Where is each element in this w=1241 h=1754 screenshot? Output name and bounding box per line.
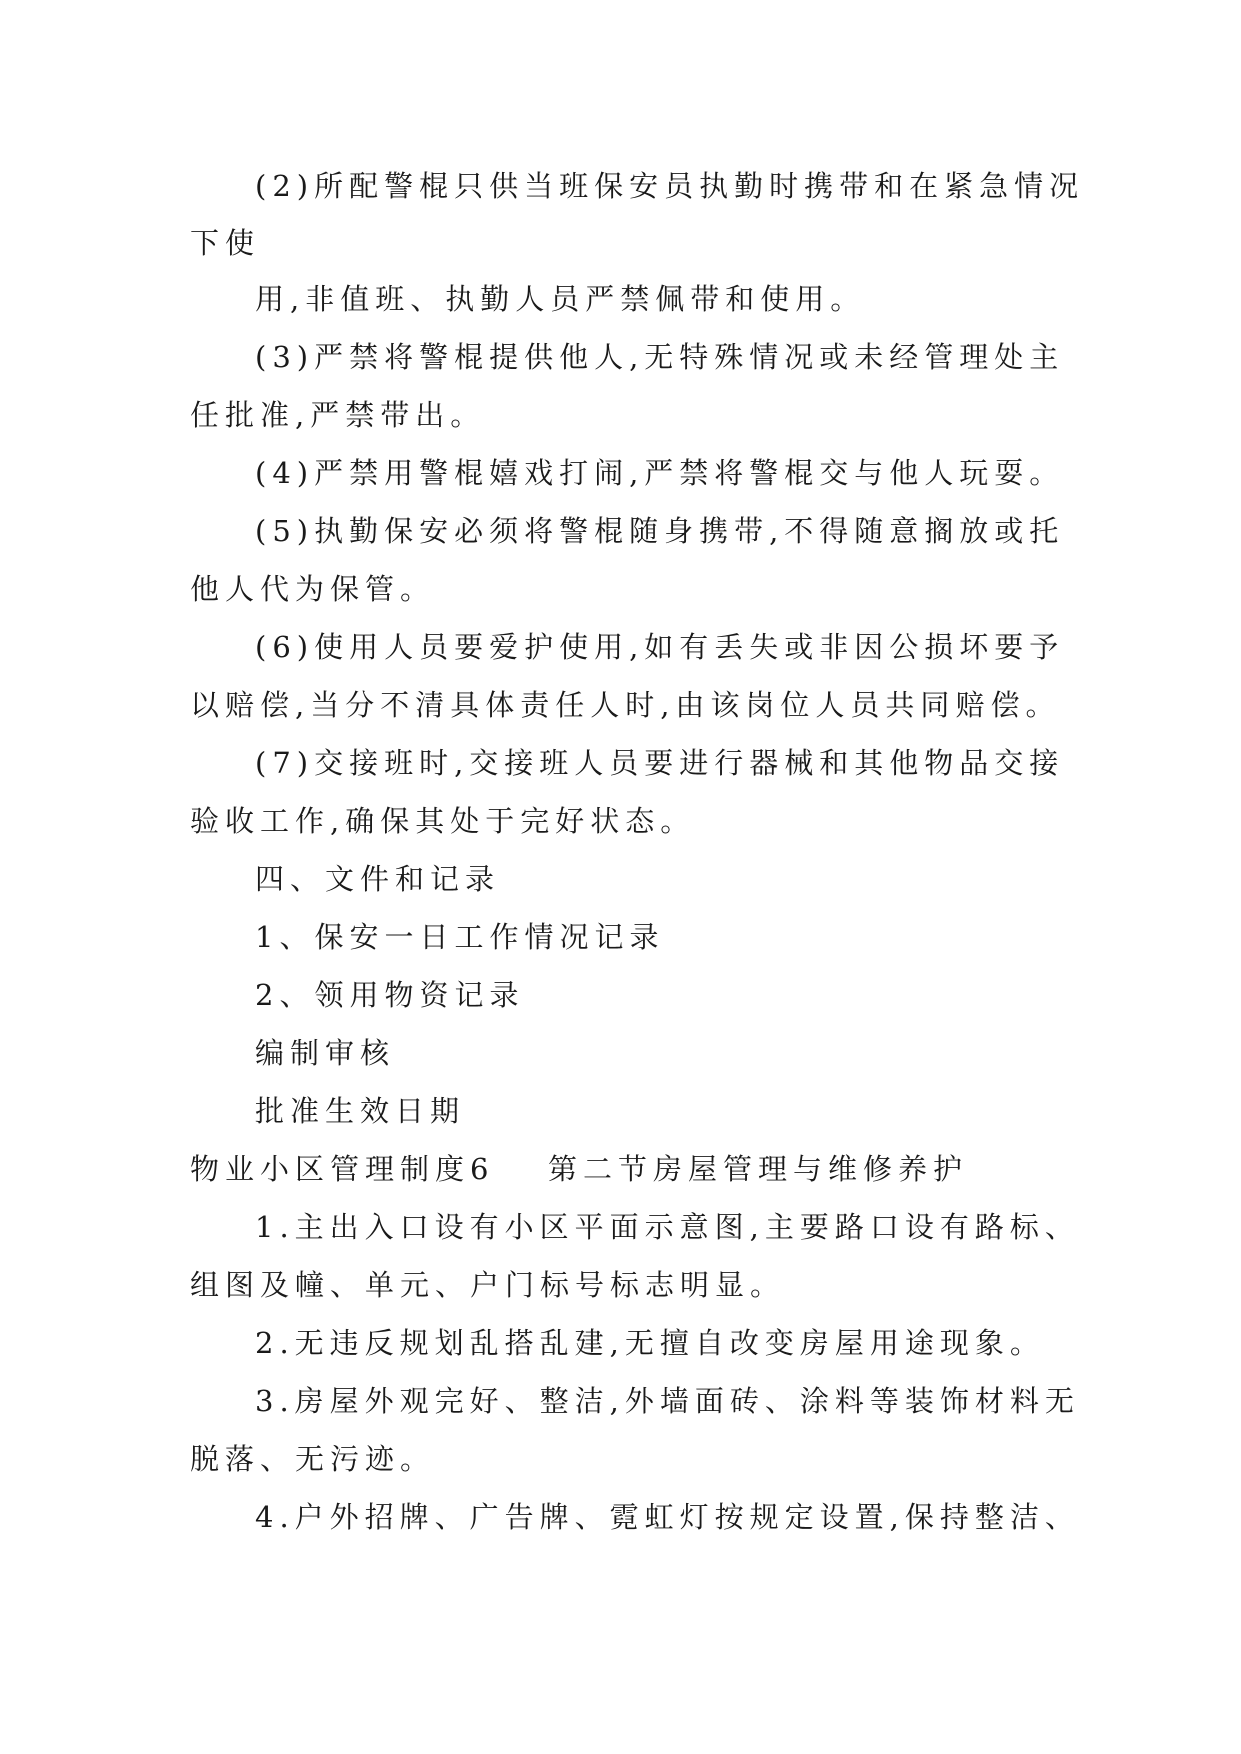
text-line bbox=[0, 1372, 1241, 1430]
text-line bbox=[0, 1256, 1241, 1314]
text-line bbox=[0, 1430, 1241, 1488]
text-line bbox=[0, 270, 1241, 328]
text-line bbox=[0, 676, 1241, 734]
text-line bbox=[0, 966, 1241, 1024]
section-heading bbox=[0, 1140, 1241, 1198]
text-line bbox=[0, 560, 1241, 618]
line-text: (6)使用人员要爱护使用,如有丢失或非因公损坏要予 bbox=[255, 630, 1065, 664]
line-text: 组图及幢、单元、户门标号标志明显。 bbox=[190, 1268, 786, 1302]
text-line bbox=[0, 734, 1241, 792]
line-text: 他人代为保管。 bbox=[190, 572, 436, 606]
text-line bbox=[0, 214, 1241, 272]
line-text-secondary: 第二节房屋管理与维修养护 bbox=[548, 1152, 969, 1186]
line-text: (7)交接班时,交接班人员要进行器械和其他物品交接 bbox=[255, 746, 1065, 780]
line-text: 批准生效日期 bbox=[255, 1094, 466, 1128]
line-text: (2)所配警棍只供当班保安员执勤时携带和在紧急情况 bbox=[255, 169, 1085, 203]
text-line bbox=[0, 792, 1241, 850]
line-text: 物业小区管理制度6 bbox=[190, 1152, 495, 1186]
text-line bbox=[0, 908, 1241, 966]
line-text: 以赔偿,当分不清具体责任人时,由该岗位人员共同赔偿。 bbox=[190, 688, 1061, 722]
line-text: (4)严禁用警棍嬉戏打闹,严禁将警棍交与他人玩耍。 bbox=[255, 456, 1065, 490]
line-text: 4.户外招牌、广告牌、霓虹灯按规定设置,保持整洁、 bbox=[255, 1500, 1080, 1534]
line-text: 下使 bbox=[190, 226, 261, 260]
text-line bbox=[0, 386, 1241, 444]
line-text: 任批准,严禁带出。 bbox=[190, 398, 486, 432]
text-line bbox=[0, 1198, 1241, 1256]
line-text: 2、领用物资记录 bbox=[255, 978, 525, 1012]
text-line bbox=[0, 444, 1241, 502]
line-text: (3)严禁将警棍提供他人,无特殊情况或未经管理处主 bbox=[255, 340, 1065, 374]
line-text: 脱落、无污迹。 bbox=[190, 1442, 436, 1476]
section-heading bbox=[0, 850, 1241, 908]
line-text: 1、保安一日工作情况记录 bbox=[255, 920, 665, 954]
line-text: 验收工作,确保其处于完好状态。 bbox=[190, 804, 696, 838]
text-line bbox=[0, 1024, 1241, 1082]
text-line bbox=[0, 1488, 1241, 1546]
line-text: 1.主出入口设有小区平面示意图,主要路口设有路标、 bbox=[255, 1210, 1080, 1244]
line-text: 2.无违反规划乱搭乱建,无擅自改变房屋用途现象。 bbox=[255, 1326, 1045, 1360]
text-line bbox=[0, 157, 1241, 215]
text-line bbox=[0, 1082, 1241, 1140]
line-text: 3.房屋外观完好、整洁,外墙面砖、涂料等装饰材料无 bbox=[255, 1384, 1080, 1418]
line-text: 编制审核 bbox=[255, 1036, 396, 1070]
text-line bbox=[0, 502, 1241, 560]
text-line bbox=[0, 1314, 1241, 1372]
text-line bbox=[0, 328, 1241, 386]
line-text: 用,非值班、执勤人员严禁佩带和使用。 bbox=[255, 282, 866, 316]
line-text: 四、文件和记录 bbox=[255, 862, 501, 896]
text-line bbox=[0, 618, 1241, 676]
line-text: (5)执勤保安必须将警棍随身携带,不得随意搁放或托 bbox=[255, 514, 1065, 548]
